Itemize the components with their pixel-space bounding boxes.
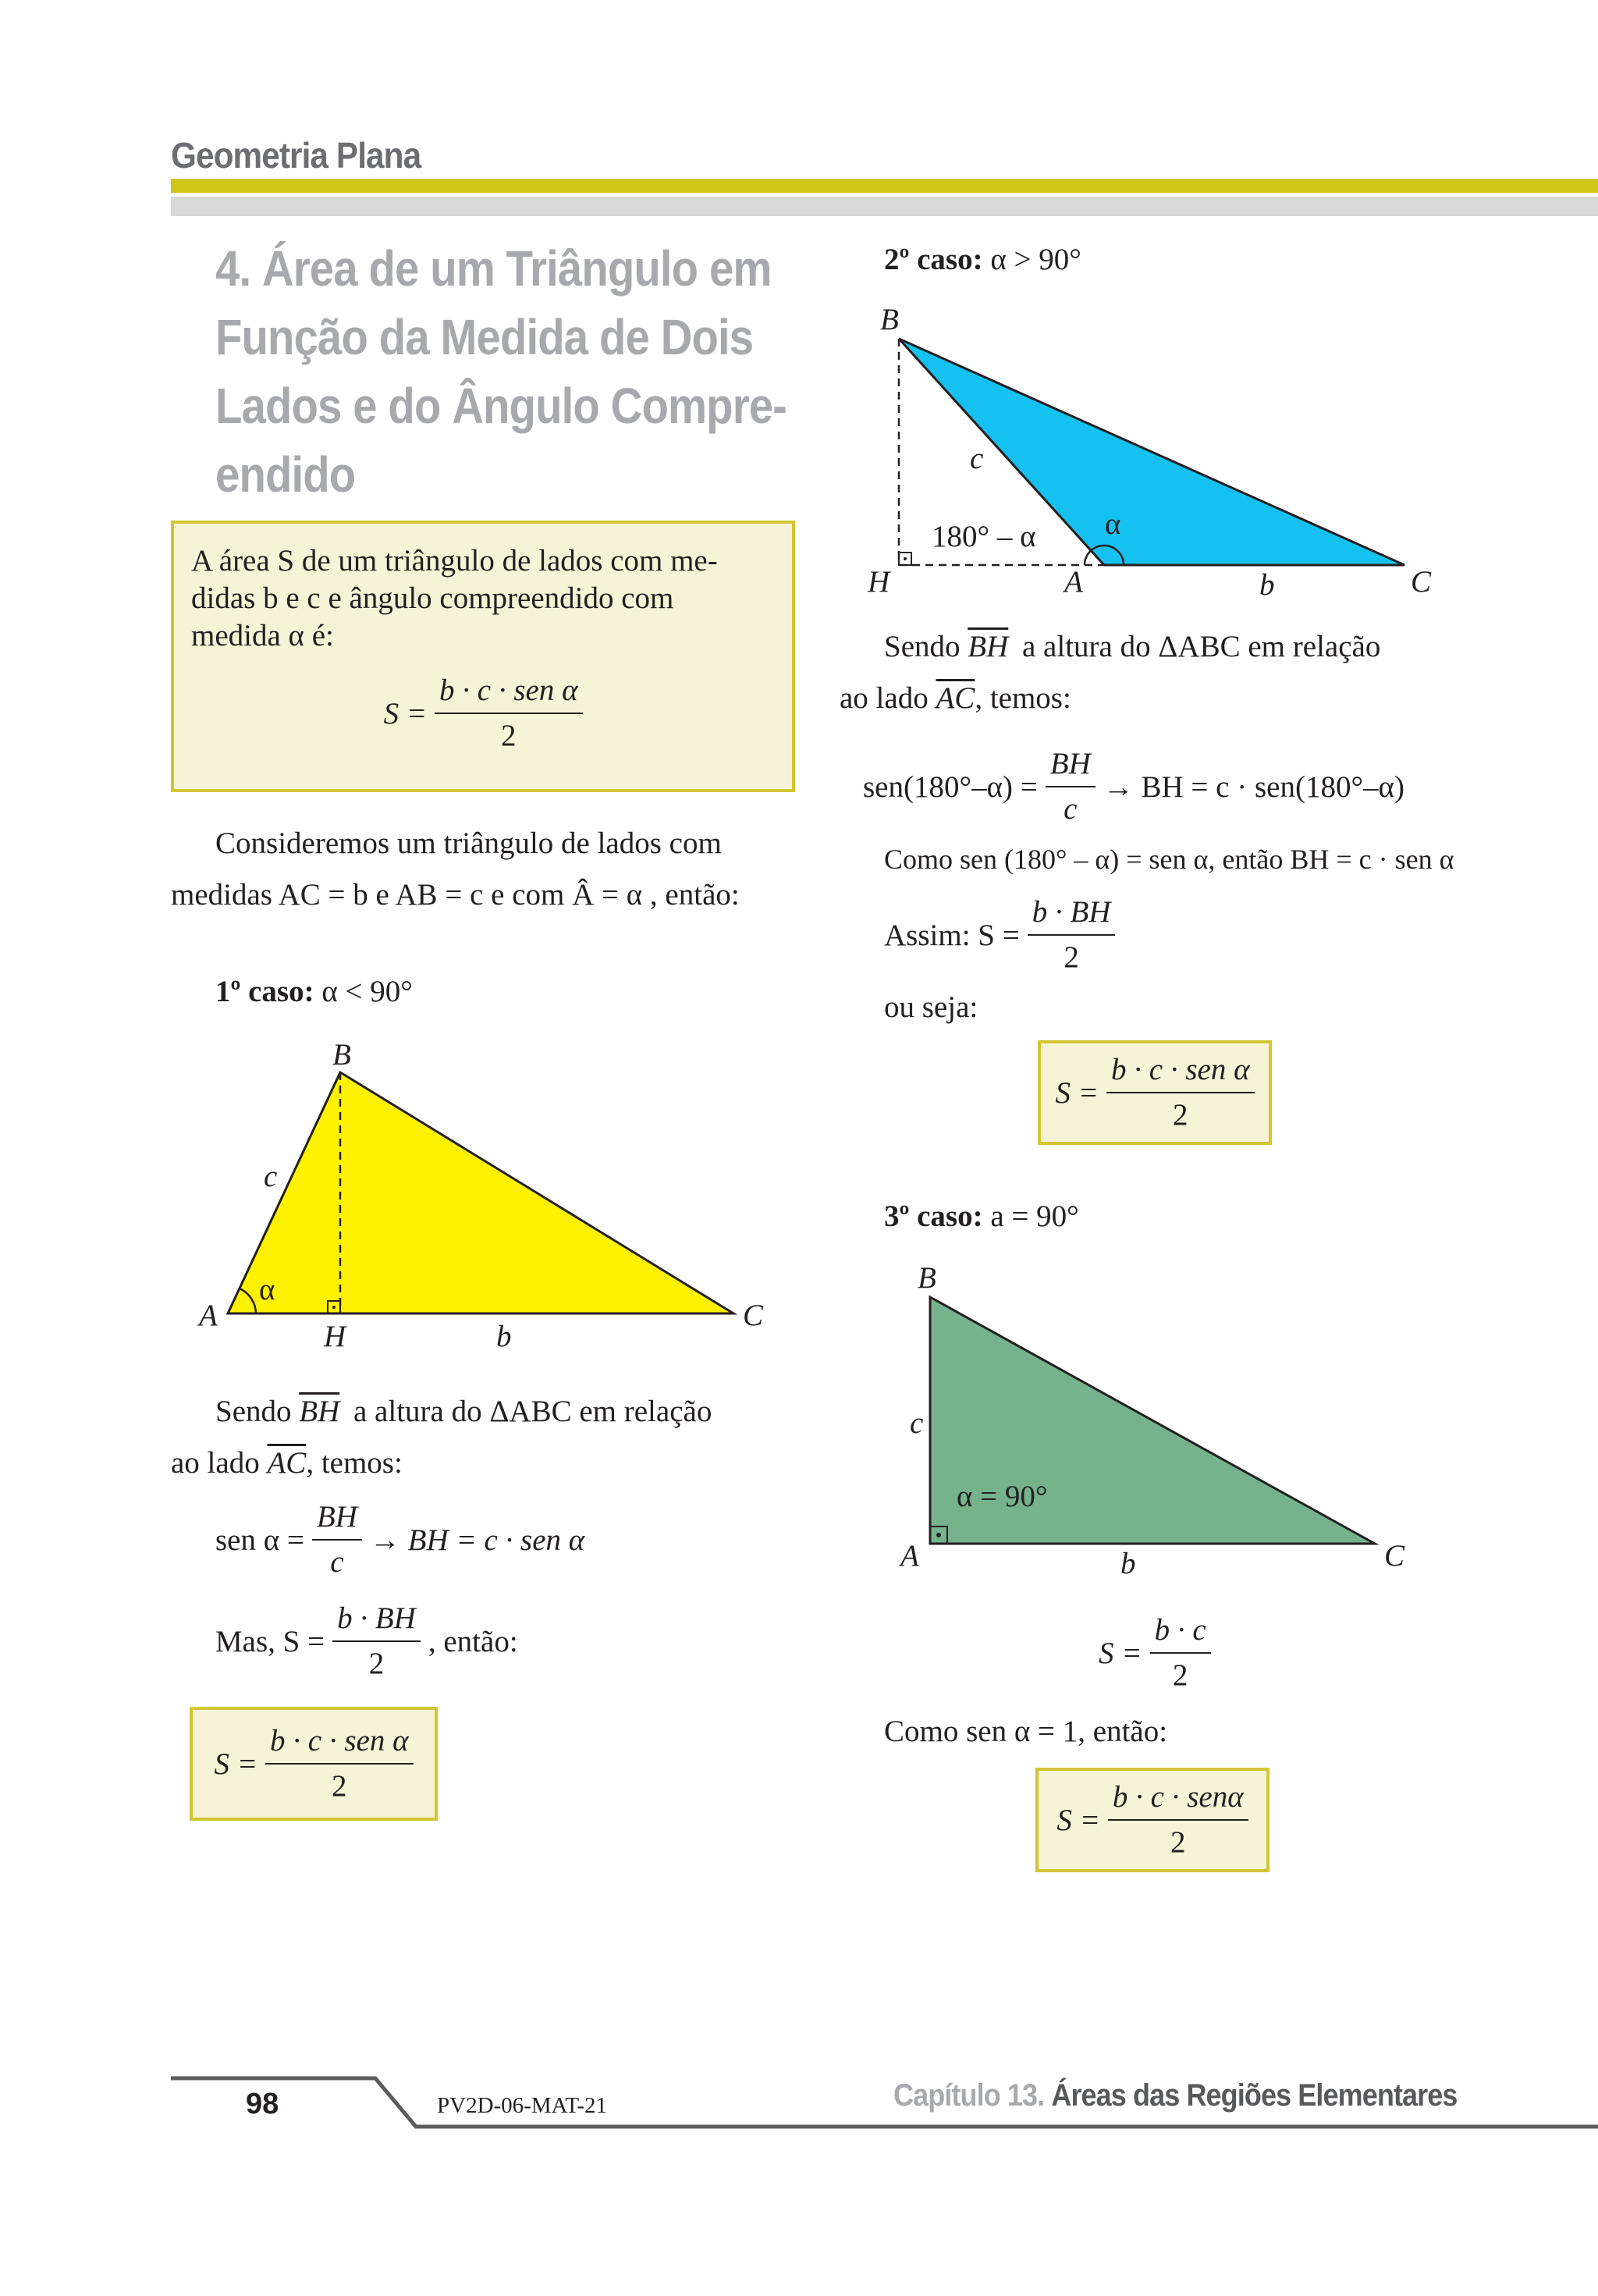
footer-chapter-title: Áreas das Regiões Elementares <box>1051 2078 1458 2113</box>
section-title-line: Função da Medida de Dois <box>215 309 754 365</box>
eq-denominator: c <box>330 1545 344 1579</box>
case2-text-2b: , temos: <box>975 681 1071 715</box>
case1-label-A: A <box>199 1299 218 1332</box>
eq-rhs: → BH = c · sen α <box>369 1523 585 1557</box>
eq-numerator: BH <box>1046 745 1096 787</box>
eq-denominator: 2 <box>1172 1658 1188 1692</box>
case1-right-angle-dot <box>332 1306 336 1309</box>
case2-label-C: C <box>1411 565 1432 599</box>
formula-lhs: S = <box>383 696 428 730</box>
eq-lhs: S = <box>1099 1636 1142 1670</box>
section-title <box>215 234 808 509</box>
formula-lhs: S = <box>1055 1075 1099 1110</box>
case1-triangle <box>228 1072 733 1313</box>
case2-heading <box>884 234 1081 286</box>
case1-text-2b: , temos: <box>306 1446 403 1480</box>
formula-numerator: b · c · sen α <box>1106 1051 1255 1093</box>
eq-lhs: sen α = <box>215 1523 304 1557</box>
intro-line-2: medidas AC = b e AB = c e com Â = α , então: <box>171 878 740 912</box>
definition-line: A área S de um triângulo de lados com me- <box>191 544 718 578</box>
eq-numerator: b · BH <box>332 1600 421 1642</box>
case2-heading-bold: 2º caso: <box>884 243 983 276</box>
case1-label-C: C <box>743 1299 764 1332</box>
case1-result-formula <box>214 1722 413 1805</box>
case2-right-angle-dot <box>904 557 907 560</box>
case1-heading-bold: 1º caso: <box>215 975 314 1008</box>
case2-segment-ac: $\overline{AC}$ <box>936 681 975 715</box>
definition-line: medida α é: <box>191 619 334 652</box>
section-title-line: 4. Área de um Triângulo em <box>215 240 772 297</box>
header-bar-gray <box>171 197 1598 216</box>
case2-label-alpha: α <box>1105 507 1121 541</box>
case2-text-1a: Sendo <box>884 630 961 663</box>
case3-label-A: A <box>900 1539 919 1573</box>
definition-text <box>191 542 775 655</box>
section-title-line: Lados e do Ângulo Compre- <box>215 378 787 434</box>
eq-numerator: BH <box>312 1498 362 1541</box>
formula-lhs: S = <box>1056 1803 1100 1837</box>
footer-code: PV2D-06-MAT-21 <box>437 2093 608 2118</box>
case1-text-1b: a altura do ΔABC em relação <box>353 1395 712 1428</box>
case1-label-H: H <box>324 1320 346 1353</box>
formula-denominator: 2 <box>1173 1098 1188 1132</box>
eq-lhs: Assim: S = <box>884 918 1020 952</box>
eq-rhs: → BH = c · sen(180°–α) <box>1103 769 1404 804</box>
case3-result-box <box>1035 1768 1270 1872</box>
eq-lhs: Mas, S = <box>215 1624 325 1658</box>
case2-equation-2: Como sen (180° – α) = sen α, então BH = c · sen α <box>884 844 1454 875</box>
case3-label-B: B <box>918 1261 936 1295</box>
case3-label-b: b <box>1120 1547 1136 1580</box>
case1-label-alpha: α <box>259 1273 275 1306</box>
page-number: 98 <box>246 2088 279 2120</box>
case2-triangle-diagram <box>858 300 1483 612</box>
footer-chapter-prefix: Capítulo 13. <box>893 2078 1045 2113</box>
case2-text-1b: a altura do ΔABC em relação <box>1022 630 1381 663</box>
case2-segment-bh: $\overline{BH}$ <box>968 630 1009 663</box>
eq-fraction <box>1150 1612 1211 1694</box>
case2-heading-condition: α > 90° <box>990 243 1081 276</box>
intro-line-1: Consideremos um triângulo de lados com <box>215 826 722 860</box>
running-header-title: Geometria Plana <box>171 135 421 176</box>
eq-fraction <box>332 1600 421 1683</box>
eq-denominator: c <box>1064 792 1078 826</box>
case1-text-2a: ao lado <box>171 1446 260 1480</box>
eq-lhs: sen(180°–α) = <box>863 769 1038 804</box>
eq-rhs: , então: <box>428 1624 518 1658</box>
footer-chapter <box>893 2078 1458 2113</box>
case3-right-angle-dot <box>936 1533 941 1537</box>
case1-triangle-diagram <box>187 1030 796 1358</box>
case2-result-box <box>1038 1040 1272 1145</box>
case3-result-formula <box>1056 1779 1248 1861</box>
definition-box <box>171 521 795 792</box>
case3-heading-condition: a = 90° <box>990 1200 1079 1233</box>
header-bar-yellow <box>171 179 1598 193</box>
case1-heading-condition: α < 90° <box>321 975 413 1008</box>
formula-denominator: 2 <box>1170 1825 1186 1859</box>
case1-label-b: b <box>496 1320 512 1353</box>
case1-text-2 <box>171 1438 403 1489</box>
eq-denominator: 2 <box>368 1647 385 1680</box>
case2-label-B: B <box>880 303 899 336</box>
eq-numerator: b · BH <box>1028 894 1116 936</box>
case2-ou-seja: ou seja: <box>884 990 978 1024</box>
eq-fraction <box>312 1498 362 1581</box>
case3-label-alpha: α = 90° <box>957 1480 1048 1513</box>
case3-heading-bold: 3º caso: <box>884 1200 983 1233</box>
eq-fraction <box>1028 894 1116 976</box>
formula-fraction <box>1108 1779 1248 1861</box>
case1-label-c: c <box>264 1160 278 1193</box>
formula-numerator: b · c · senα <box>1108 1779 1248 1821</box>
case2-text-2 <box>840 673 1071 724</box>
case3-heading <box>884 1191 1079 1242</box>
definition-formula <box>191 672 775 755</box>
case2-result-formula <box>1055 1051 1254 1134</box>
formula-denominator: 2 <box>332 1769 347 1803</box>
eq-denominator: 2 <box>1064 940 1079 974</box>
formula-lhs: S = <box>214 1747 258 1781</box>
formula-numerator: b · c · sen α <box>265 1722 414 1765</box>
case3-text: Como sen α = 1, então: <box>884 1715 1168 1748</box>
case3-label-C: C <box>1384 1539 1405 1573</box>
case3-equation-1 <box>1099 1612 1211 1694</box>
formula-denominator: 2 <box>501 719 517 752</box>
case3-triangle-diagram <box>882 1249 1475 1592</box>
case1-equation-1 <box>215 1498 584 1581</box>
eq-fraction <box>1046 745 1096 828</box>
case1-text-1 <box>215 1386 712 1438</box>
case2-label-b: b <box>1259 568 1275 602</box>
definition-line: didas b e c e ângulo compreendido com <box>191 581 674 615</box>
case1-heading <box>215 966 413 1018</box>
case2-equation-1 <box>863 745 1404 828</box>
case2-label-H: H <box>868 565 890 599</box>
formula-fraction <box>1106 1051 1255 1134</box>
case1-segment-bh: $\overline{BH}$ <box>299 1395 340 1428</box>
case1-label-B: B <box>332 1038 351 1072</box>
case1-text-1a: Sendo <box>215 1395 292 1428</box>
formula-fraction <box>435 672 583 755</box>
case2-label-c: c <box>970 442 984 475</box>
case2-equation-3 <box>884 894 1115 976</box>
eq-numerator: b · c <box>1150 1612 1211 1654</box>
formula-fraction <box>265 1722 414 1805</box>
case1-equation-2 <box>215 1600 518 1683</box>
section-title-line: endido <box>215 446 356 503</box>
case2-label-supp: 180° – α <box>932 520 1036 553</box>
case2-label-A: A <box>1064 565 1083 599</box>
case1-result-box <box>190 1707 438 1821</box>
case1-segment-ac: $\overline{AC}$ <box>267 1446 307 1480</box>
formula-numerator: b · c · sen α <box>435 672 583 714</box>
case2-text-2a: ao lado <box>840 681 929 715</box>
case2-text-1 <box>884 621 1380 673</box>
case3-label-c: c <box>910 1406 924 1440</box>
